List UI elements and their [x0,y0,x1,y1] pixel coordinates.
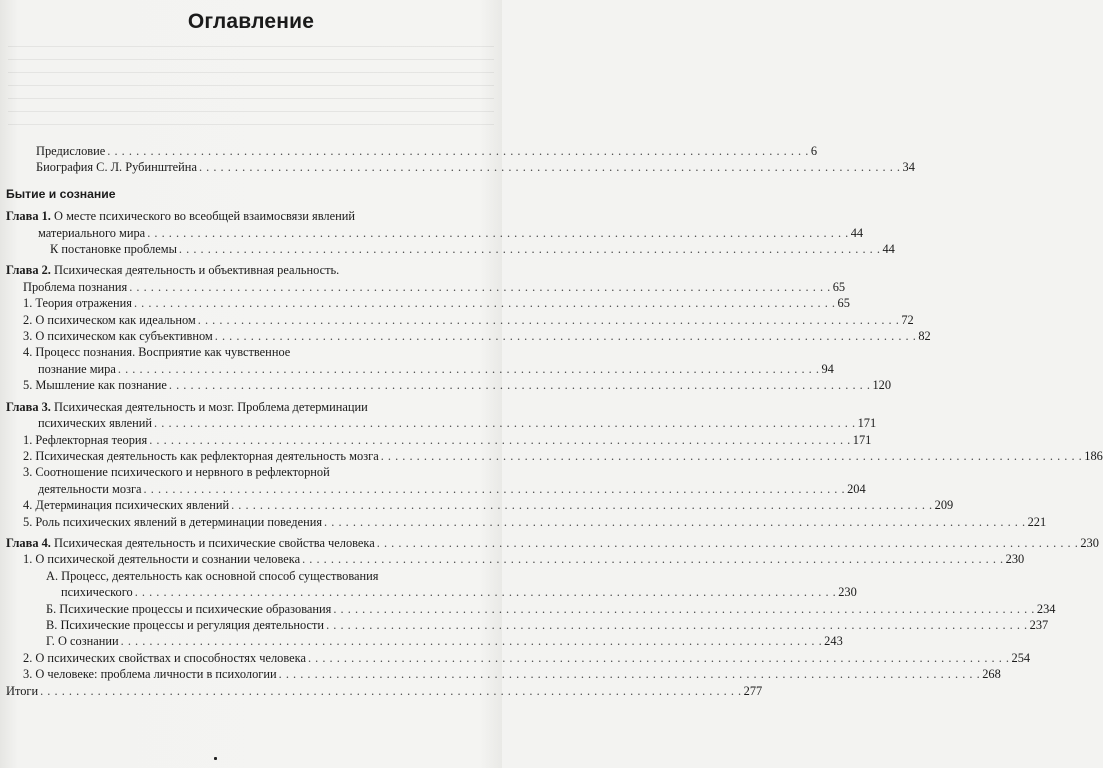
toc-entry[interactable]: 4. Детерминация психических явлений . . . 209 [6,497,490,513]
toc-entry[interactable]: 3. О психическом как субъективном . . . 82 [6,328,490,344]
mouse-cursor-icon [214,757,217,760]
page-title: Оглавление [187,10,315,33]
toc-entry[interactable]: 1. Рефлекторная теория . . . 171 [6,432,490,448]
toc-entry[interactable]: 5. Мышление как познание . . . 120 [6,377,490,393]
toc-entry[interactable]: К постановке проблемы . . . 44 [6,241,490,257]
toc-subentry[interactable]: Г. О сознании . . . 243 [6,633,490,649]
toc-entry-results[interactable]: Итоги . . . 277 [6,683,490,699]
toc-entry-biography[interactable]: Биография С. Л. Рубинштейна . . . 34 [6,159,490,175]
toc-entry[interactable]: 1. Теория отражения . . . 65 [6,295,490,311]
chapter-1[interactable]: Глава 1. О месте психического во всеобщей взаимосвязи явлений материального мира . . . 44 [6,208,490,241]
toc-entry[interactable]: 5. Роль психических явлений в детерминации поведения . . . 221 [6,514,490,530]
toc-entry-preface[interactable]: Предисловие . . . 6 [6,143,490,159]
toc-entry[interactable]: 2. О психических свойствах и способностях человека . . . 254 [6,650,490,666]
toc-entry[interactable]: 3. О человеке: проблема личности в психологии . . . 268 [6,666,490,682]
bleed-through-text [8,46,494,132]
table-of-contents [6,143,1103,699]
toc-entry[interactable]: 2. Психическая деятельность как рефлекторная деятельность мозга . . . 186 [6,448,490,464]
toc-entry[interactable]: 4. Процесс познания. Восприятие как чувственное познание мира . . . 94 [6,344,490,377]
toc-entry[interactable]: 1. О психической деятельности и сознании человека . . . 230 [6,551,490,567]
toc-subentry[interactable]: Б. Психические процессы и психические образования . . . 234 [6,601,490,617]
toc-entry[interactable]: 3. Соотношение психического и нервного в рефлекторной деятельности мозга . . . 204 [6,464,490,497]
chapter-4[interactable]: Глава 4. Психическая деятельность и психические свойства человека . . . 230 [6,535,490,551]
chapter-2[interactable]: Глава 2. Психическая деятельность и объективная реальность. Проблема познания . . . 65 [6,262,490,295]
section-heading: Бытие и сознание [6,186,116,201]
toc-subentry[interactable]: В. Психические процессы и регуляция деятельности . . . 237 [6,617,490,633]
chapter-3[interactable]: Глава 3. Психическая деятельность и мозг. Проблема детерминации психических явлений . . . 171 [6,399,490,432]
toc-subentry[interactable]: А. Процесс, деятельность как основной способ существования психического . . . 230 [6,568,490,601]
toc-entry[interactable]: 2. О психическом как идеальном . . . 72 [6,312,490,328]
